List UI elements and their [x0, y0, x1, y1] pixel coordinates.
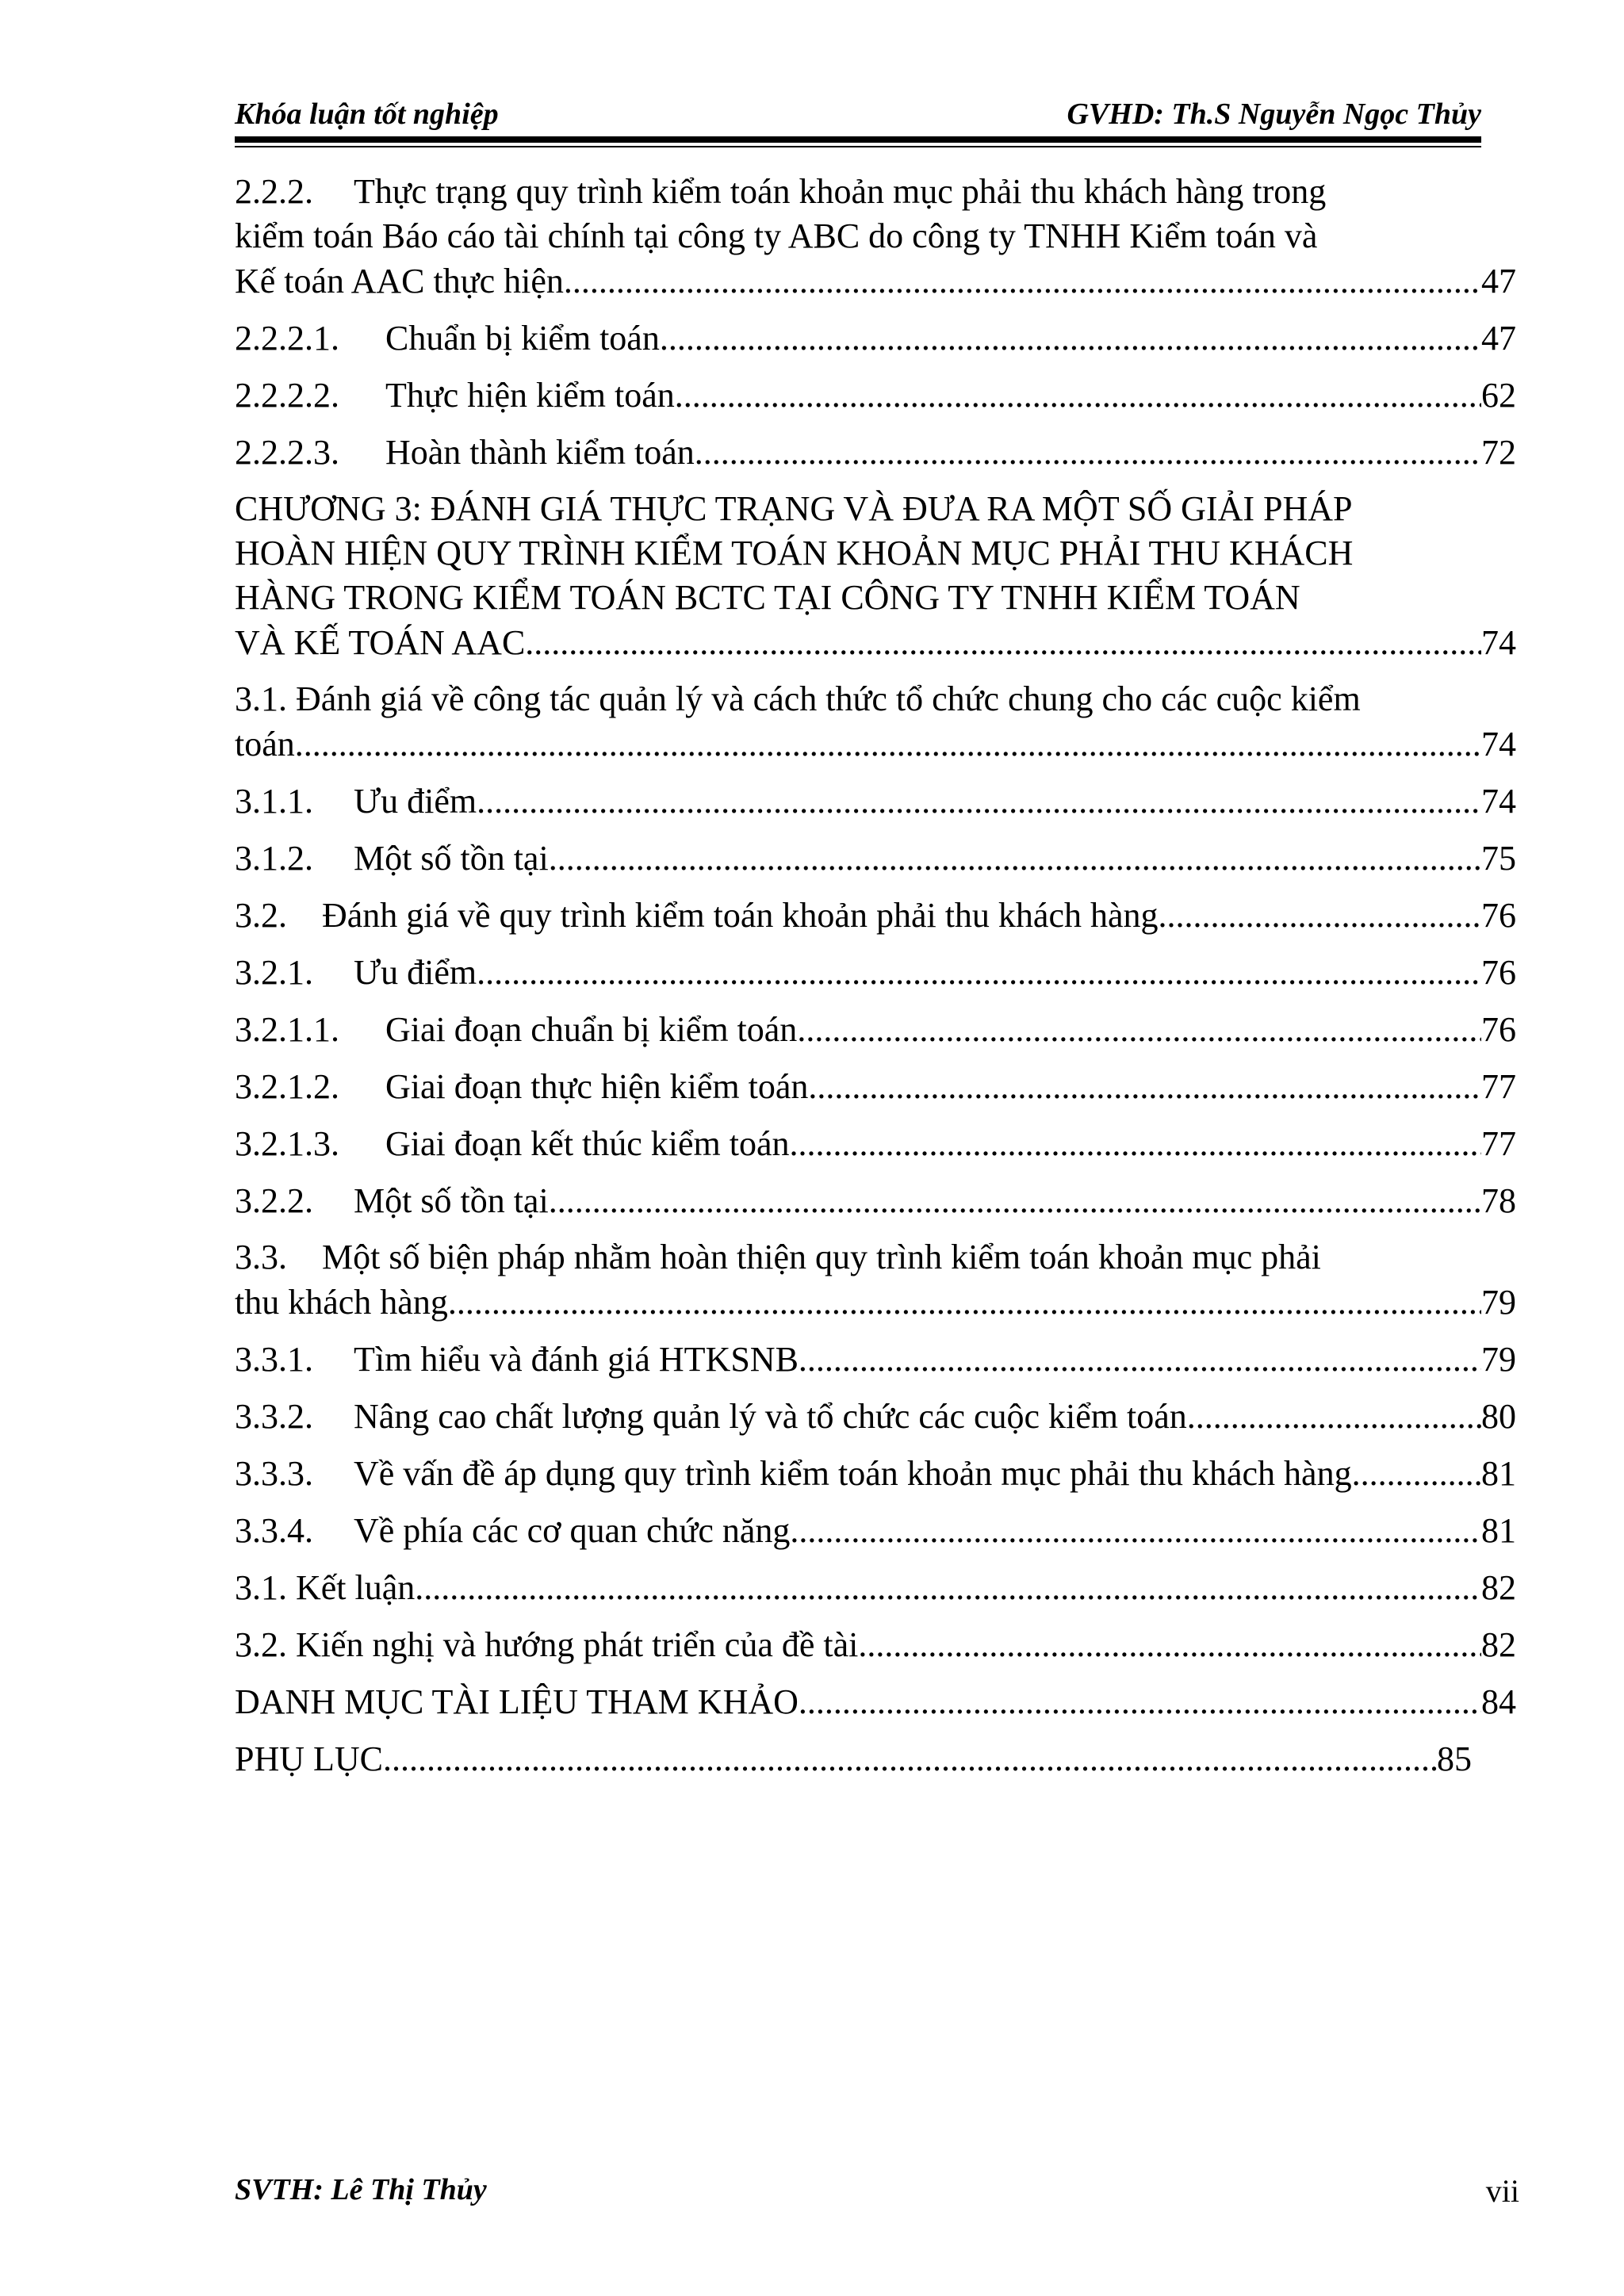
toc-leader-dots	[797, 1007, 1481, 1053]
toc-leader-dots	[477, 779, 1481, 825]
toc-entry-title: CHƯƠNG 3: ĐÁNH GIÁ THỰC TRẠNG VÀ ĐƯA RA MỘT SỐ GIẢI PHÁP	[235, 489, 1353, 528]
toc-entry-title: DANH MỤC TÀI LIỆU THAM KHẢO	[235, 1682, 799, 1721]
toc-entry[interactable]	[235, 170, 1516, 304]
toc-entry-page: 81	[1481, 1511, 1516, 1550]
toc-entry-page: 84	[1481, 1682, 1516, 1721]
toc-entry-number: 3.1.2.	[235, 839, 313, 878]
toc-entry-title: Về vấn đề áp dụng quy trình kiểm toán khoản mục phải thu khách hàng	[354, 1454, 1352, 1493]
toc-entry[interactable]	[235, 1178, 1516, 1224]
toc-entry-title: Giai đoạn chuẩn bị kiểm toán	[385, 1010, 798, 1049]
toc-leader-dots	[549, 836, 1481, 882]
toc-entry-title: Kế toán AAC thực hiện	[235, 262, 564, 300]
toc-entry-title: Giai đoạn kết thúc kiểm toán	[385, 1124, 790, 1163]
toc-entry-title: Ưu điểm	[354, 782, 477, 821]
toc-entry-number: 3.2.1.3.	[235, 1124, 339, 1163]
toc-entry-title: PHỤ LỤC.	[235, 1739, 393, 1778]
toc-entry-title: Đánh giá về quy trình kiểm toán khoản phải thu khách hàng	[322, 896, 1159, 935]
toc-entry-page: 77	[1481, 1067, 1516, 1106]
toc-entry-title: Một số biện pháp nhằm hoàn thiện quy trình kiểm toán khoản mục phải	[322, 1238, 1321, 1276]
toc-entry-number: 3.1.1.	[235, 782, 313, 821]
toc-entry-title: thu khách hàng	[235, 1283, 448, 1322]
toc-leader-dots	[799, 1337, 1481, 1383]
toc-entry-page: 72	[1481, 433, 1516, 472]
toc-entry-title: Thực trạng quy trình kiểm toán khoản mục phải thu khách hàng trong	[354, 172, 1327, 211]
toc-entry-number: 3.2.1.1.	[235, 1010, 339, 1049]
toc-entry[interactable]	[235, 1337, 1516, 1383]
toc-leader-dots	[790, 1508, 1481, 1554]
toc-entry[interactable]	[235, 1064, 1516, 1110]
toc-entry-page: 85	[1437, 1739, 1472, 1778]
toc-entry[interactable]	[235, 950, 1516, 996]
toc-entry-page: 79	[1481, 1283, 1516, 1322]
toc-entry[interactable]	[235, 1121, 1516, 1167]
toc-entry-page: 79	[1481, 1340, 1516, 1379]
toc-entry-number: 2.2.2.1.	[235, 319, 339, 358]
toc-leader-dots	[549, 1178, 1481, 1224]
toc-entry[interactable]	[235, 1007, 1516, 1053]
toc-entry[interactable]	[235, 1679, 1516, 1725]
toc-leader-dots	[1187, 1394, 1481, 1440]
toc-entry-page: 77	[1481, 1124, 1516, 1163]
toc-entry-number: 3.3.	[235, 1238, 287, 1276]
toc-entry-number: 3.2.2.	[235, 1181, 313, 1220]
toc-entry-page: 76	[1481, 1010, 1516, 1049]
toc-leader-dots	[1159, 893, 1481, 939]
page-footer	[235, 2172, 1519, 2212]
toc-entry[interactable]	[235, 1565, 1516, 1611]
header-rule-thick	[235, 136, 1481, 143]
toc-entry-title: Một số tồn tại	[354, 1181, 549, 1220]
toc-entry-title: HÀNG TRONG KIỂM TOÁN BCTC TẠI CÔNG TY TNHH KIỂM TOÁN	[235, 578, 1300, 617]
toc-entry[interactable]	[235, 836, 1516, 882]
toc-leader-dots	[295, 721, 1481, 767]
toc-entry[interactable]	[235, 677, 1516, 767]
toc-entry-title: Nâng cao chất lượng quản lý và tổ chức các cuộc kiểm toán	[354, 1397, 1187, 1436]
toc-entry-number: 2.2.2.2.	[235, 376, 339, 415]
toc-entry-number: 3.2.1.	[235, 953, 313, 992]
toc-leader-dots	[660, 316, 1481, 362]
toc-entry[interactable]	[235, 1508, 1516, 1554]
toc-leader-dots	[695, 430, 1481, 476]
toc-entry-page: 76	[1481, 953, 1516, 992]
toc-entry[interactable]	[235, 373, 1516, 419]
toc-entry[interactable]	[235, 1736, 1472, 1782]
toc-entry-number: 2.2.2.	[235, 172, 313, 211]
toc-entry-title: 3.2. Kiến nghị và hướng phát triển của đề tài	[235, 1625, 859, 1664]
toc-entry-title: Về phía các cơ quan chức năng	[354, 1511, 791, 1550]
toc-entry-page: 78	[1481, 1181, 1516, 1220]
page-header	[235, 97, 1481, 136]
toc-entry[interactable]	[235, 487, 1516, 666]
toc-entry[interactable]	[235, 316, 1516, 362]
toc-entry-number: 3.2.	[235, 896, 287, 935]
toc-entry-title: Thực hiện kiểm toán	[385, 376, 675, 415]
toc-entry-number: 3.3.2.	[235, 1397, 313, 1436]
toc-entry-page: 74	[1481, 623, 1516, 662]
header-thesis-label: Khóa luận tốt nghiệp	[235, 98, 499, 131]
toc-entry-page: 82	[1481, 1568, 1516, 1607]
toc-entry-page: 47	[1481, 319, 1516, 358]
toc-entry-number: 3.3.1.	[235, 1340, 313, 1379]
toc-entry-number: 2.2.2.3.	[235, 433, 339, 472]
toc-entry[interactable]	[235, 779, 1516, 825]
toc-entry-title: Một số tồn tại	[354, 839, 549, 878]
toc-leader-dots	[525, 620, 1481, 666]
header-rule-thin	[235, 146, 1481, 147]
toc-entry-page: 47	[1481, 262, 1516, 300]
toc-entry[interactable]	[235, 1235, 1516, 1326]
toc-entry-title: Chuẩn bị kiểm toán	[385, 319, 660, 358]
header-advisor: GVHD: Th.S Nguyễn Ngọc Thủy	[1067, 98, 1481, 131]
toc-entry-page: 81	[1481, 1454, 1516, 1493]
toc-entry-page: 62	[1481, 376, 1516, 415]
toc-entry-number: 3.2.1.2.	[235, 1067, 339, 1106]
toc-leader-dots	[477, 950, 1481, 996]
toc-entry[interactable]	[235, 1451, 1516, 1497]
toc-entry-page: 75	[1481, 839, 1516, 878]
toc-entry-page: 80	[1481, 1397, 1516, 1436]
toc-leader-dots	[799, 1679, 1481, 1725]
footer-student: SVTH: Lê Thị Thủy	[235, 2173, 487, 2206]
toc-entry-title: Ưu điểm	[354, 953, 477, 992]
toc-leader-dots	[858, 1622, 1481, 1668]
toc-entry[interactable]	[235, 430, 1516, 476]
toc-leader-dots	[1352, 1451, 1481, 1497]
toc-leader-dots	[808, 1064, 1481, 1110]
toc-leader-dots	[790, 1121, 1481, 1167]
toc-leader-dots	[392, 1736, 1437, 1782]
toc-entry-page: 82	[1481, 1625, 1516, 1664]
toc-entry-page: 74	[1481, 782, 1516, 821]
toc-entry[interactable]	[235, 1394, 1516, 1440]
toc-entry-title: toán	[235, 725, 295, 763]
toc-entry[interactable]	[235, 893, 1516, 939]
toc-entry-title: VÀ KẾ TOÁN AAC	[235, 623, 526, 662]
toc-leader-dots	[675, 373, 1481, 419]
toc-entry-title: Giai đoạn thực hiện kiểm toán	[385, 1067, 809, 1106]
footer-page-number: vii	[1485, 2173, 1519, 2209]
toc-entry-number: 3.3.3.	[235, 1454, 313, 1493]
toc-entry-title: Hoàn thành kiểm toán	[385, 433, 695, 472]
toc-entry-number: 3.3.4.	[235, 1511, 313, 1550]
toc-entry-title: Tìm hiểu và đánh giá HTKSNB	[354, 1340, 799, 1379]
toc-entry-title: HOÀN HIỆN QUY TRÌNH KIỂM TOÁN KHOẢN MỤC PHẢI THU KHÁCH	[235, 534, 1354, 572]
toc-leader-dots	[448, 1280, 1481, 1326]
table-of-contents	[235, 170, 1516, 1793]
toc-entry-title: kiểm toán Báo cáo tài chính tại công ty ABC do công ty TNHH Kiểm toán và	[235, 216, 1318, 255]
toc-entry-title: 3.1. Đánh giá về công tác quản lý và cách thức tổ chức chung cho các cuộc kiểm	[235, 679, 1361, 718]
toc-leader-dots	[564, 258, 1481, 304]
toc-leader-dots	[415, 1565, 1481, 1611]
toc-entry-title: 3.1. Kết luận	[235, 1568, 416, 1607]
toc-entry-page: 76	[1481, 896, 1516, 935]
toc-entry[interactable]	[235, 1622, 1516, 1668]
toc-entry-page: 74	[1481, 725, 1516, 763]
